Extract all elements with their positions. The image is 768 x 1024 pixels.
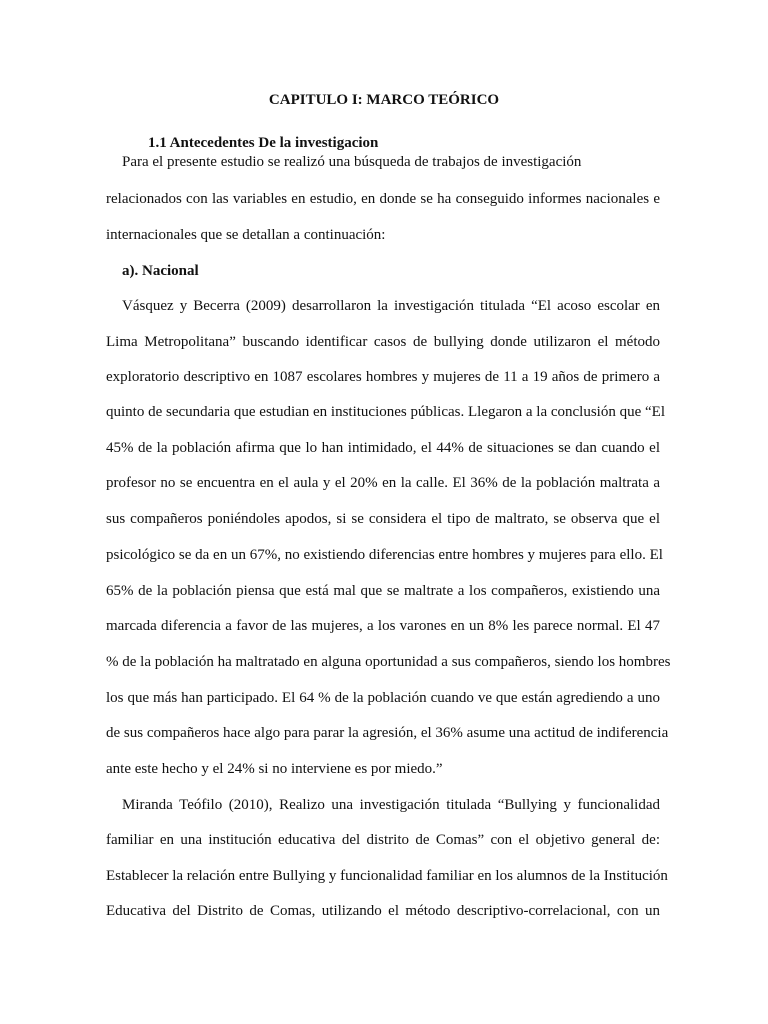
paragraph-line: Para el presente estudio se realizó una búsqueda de trabajos de investigación [122,154,582,170]
paragraph-line: quinto de secundaria que estudian en instituciones públicas. Llegaron a la conclusión que “El [106,404,665,420]
paragraph-line: ante este hecho y el 24% si no interviene es por miedo.” [106,761,443,777]
subheading-nacional: a). Nacional [122,263,199,279]
paragraph-line: % de la población ha maltratado en alguna oportunidad a sus compañeros, siendo los hombres [106,654,671,670]
paragraph-line: profesor no se encuentra en el aula y el 20% en la calle. El 36% de la población maltrata a [106,475,660,491]
paragraph-line: 45% de la población afirma que lo han intimidado, el 44% de situaciones se dan cuando el [106,440,660,456]
chapter-title: CAPITULO I: MARCO TEÓRICO [268,92,500,108]
paragraph-line: familiar en una institución educativa del distrito de Comas” con el objetivo general de: [106,832,660,848]
paragraph-line: Miranda Teófilo (2010), Realizo una investigación titulada “Bullying y funcionalidad [122,797,660,813]
paragraph-line: marcada diferencia a favor de las mujeres, a los varones en un 8% les parece normal. El 47 [106,618,660,634]
paragraph-line: internacionales que se detallan a continuación: [106,227,386,243]
paragraph-line: 65% de la población piensa que está mal que se maltrate a los compañeros, existiendo una [106,583,660,599]
paragraph-line: de sus compañeros hace algo para parar la agresión, el 36% asume una actitud de indiferencia [106,725,669,741]
paragraph-line: los que más han participado. El 64 % de la población cuando ve que están agrediendo a uno [106,690,660,706]
section-heading: 1.1 Antecedentes De la investigacion [148,135,379,151]
paragraph-line: Establecer la relación entre Bullying y funcionalidad familiar en los alumnos de la Institución [106,868,668,884]
paragraph-line: Vásquez y Becerra (2009) desarrollaron la investigación titulada “El acoso escolar en [122,298,660,314]
paragraph-line: exploratorio descriptivo en 1087 escolares hombres y mujeres de 11 a 19 años de primero a [106,369,660,385]
paragraph-line: sus compañeros poniéndoles apodos, si se considera el tipo de maltrato, se observa que el [106,511,660,527]
paragraph-line: psicológico se da en un 67%, no existiendo diferencias entre hombres y mujeres para ello. El [106,547,663,563]
paragraph-line: Educativa del Distrito de Comas, utilizando el método descriptivo-correlacional, con un [106,903,660,919]
paragraph-line: relacionados con las variables en estudio, en donde se ha conseguido informes nacionales e [106,191,660,207]
paragraph-line: Lima Metropolitana” buscando identificar casos de bullying donde utilizaron el método [106,334,660,350]
